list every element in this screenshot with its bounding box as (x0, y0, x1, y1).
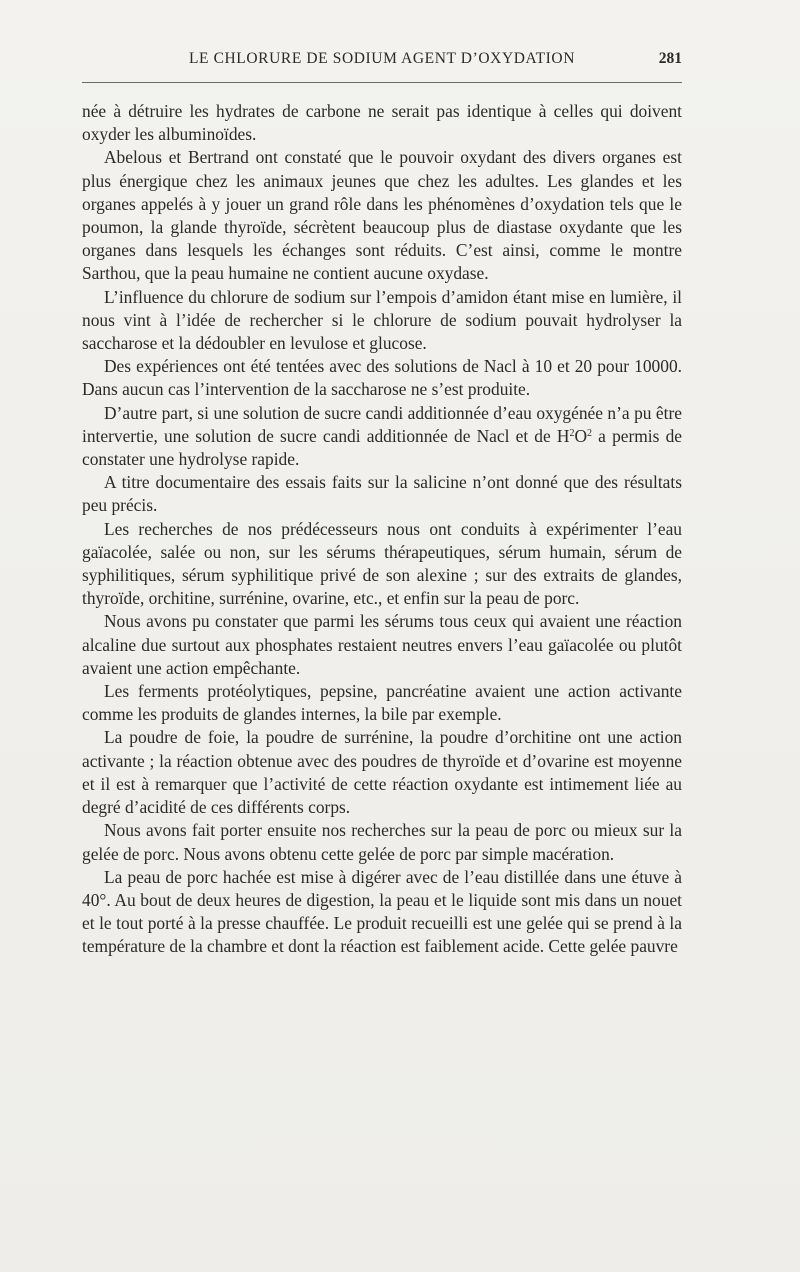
paragraph: née à détruire les hydrates de carbone ne serait pas identique à celles qui doivent oxyder les albuminoïdes. (82, 101, 682, 145)
paragraph (82, 402, 682, 472)
paragraph: A titre documentaire des essais faits sur la salicine n’ont donné que des résultats peu précis. (82, 472, 682, 516)
running-title: LE CHLORURE DE SODIUM AGENT D’OXYDATION (188, 50, 576, 67)
paragraph: Abelous et Bertrand ont constaté que le pouvoir oxydant des divers organes est plus énergique chez les animaux jeunes que chez les adultes. Les glandes et les organes appelés à y jouer un grand rôle dans les phénomènes d’oxydation tels que le poumon, la glande thyroïde, sécrètent beaucoup plus de diastase oxydante que les organes dans lesquels les échanges sont réduits. C’est ainsi, comme le montre Sarthou, que la peau humaine ne contient aucune oxydase. (82, 147, 682, 284)
text-run: a permis de constater une hydrolyse rapide. (82, 425, 682, 470)
page-number: 281 (658, 50, 682, 67)
running-head (82, 46, 682, 72)
paragraph: La peau de porc hachée est mise à digérer avec de l’eau distillée dans une étuve à 40°. Au bout de deux heures de digestion, la peau et le liquide sont mis dans un nouet et le tout porté à la presse chauffée. Le produit recueilli est une gelée qui se prend à la température de la chambre et dont la réaction est faiblement acide. Cette gelée pauvre (82, 866, 682, 957)
superscript: 2 (569, 427, 575, 439)
paragraph: Les ferments protéolytiques, pepsine, pancréatine avaient une action activante comme les produits de glandes internes, la bile par exemple. (82, 681, 682, 725)
paragraph: Nous avons fait porter ensuite nos recherches sur la peau de porc ou mieux sur la gelée de porc. Nous avons obtenu cette gelée de porc par simple macération. (82, 820, 682, 864)
paragraph: Nous avons pu constater que parmi les sérums tous ceux qui avaient une réaction alcaline due surtout aux phosphates restaient neutres envers l’eau gaïacolée ou plutôt avaient une action empêchante. (82, 611, 682, 678)
paragraph: Des expériences ont été tentées avec des solutions de Nacl à 10 et 20 pour 10000. Dans aucun cas l’intervention de la saccharose ne s’est produite. (82, 356, 682, 400)
header-rule (82, 82, 682, 83)
paragraph: Les recherches de nos prédécesseurs nous ont conduits à expérimenter l’eau gaïacolée, salée ou non, sur les sérums thérapeutiques, sérum humain, sérum de syphilitiques, sérum syphilitique privé de son alexine ; sur des extraits de glandes, thyroïde, orchitine, surrénine, ovarine, etc., et enfin sur la peau de porc. (82, 518, 682, 609)
paragraph: L’influence du chlorure de sodium sur l’empois d’amidon étant mise en lumière, il nous vint à l’idée de rechercher si le chlorure de sodium pouvait hydrolyser la saccharose et la dédoubler en levulose et glucose. (82, 286, 682, 354)
superscript: 2 (587, 427, 593, 439)
text-run: O (574, 425, 588, 446)
paragraph: La poudre de foie, la poudre de surrénine, la poudre d’orchitine ont une action activante ; la réaction obtenue avec des poudres de thyroïde et d’ovarine est moyenne et il est à remarquer que l’activité de cette réaction oxydante est intimement liée au degré d’acidité de ces différents corps. (82, 727, 682, 818)
text-run: D’autre part, si une solution de sucre candi additionnée d’eau oxygénée n’a pu être intervertie, une solution de sucre candi additionnée de Nacl et de H (82, 402, 682, 446)
body-text (82, 100, 682, 959)
